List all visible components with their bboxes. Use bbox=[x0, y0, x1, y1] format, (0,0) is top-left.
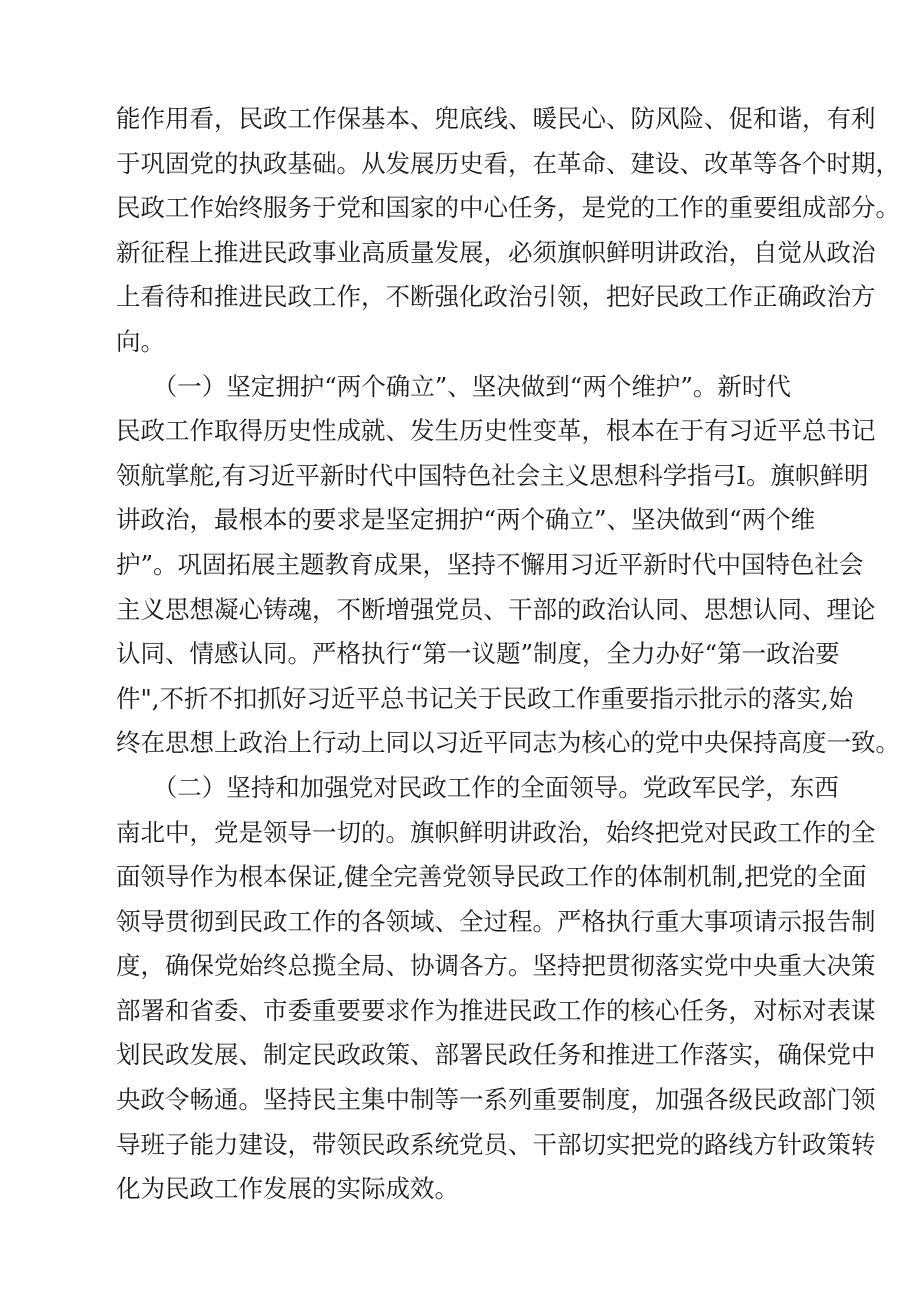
text-line: 度，确保党始终总揽全局、协调各方。坚持把贯彻落实党中央重大决策 bbox=[116, 951, 876, 981]
text-line: 导班子能力建设，带领民政系统党员、干部切实把党的路线方针政策转 bbox=[116, 1129, 876, 1159]
text-line: 讲政治，最根本的要求是坚定拥护“两个确立”、坚决做到“两个维 bbox=[116, 505, 816, 535]
paragraph-1 bbox=[116, 97, 900, 365]
text-line: 划民政发展、制定民政政策、部署民政任务和推进工作落实，确保党中 bbox=[116, 1040, 876, 1070]
paragraph-3 bbox=[116, 766, 876, 1212]
text-line: 能作用看，民政工作保基本、兜底线、暖民心、防风险、促和谐，有利 bbox=[116, 104, 876, 133]
text-line: 于巩固党的执政基础。从发展历史看，在革命、建设、改革等各个时期， bbox=[116, 148, 900, 178]
text-line: 民政工作始终服务于党和国家的中心任务，是党的工作的重要组成部分。 bbox=[116, 193, 900, 223]
text-line: 面领导作为根本保证,健全完善党领导民政工作的体制机制,把党的全面 bbox=[116, 862, 867, 892]
text-line: 件",不折不扣抓好习近平总书记关于民政工作重要指示批示的落实,始 bbox=[116, 683, 854, 713]
text-line: 民政工作取得历史性成就、发生历史性变革，根本在于有习近平总书记 bbox=[116, 416, 876, 446]
text-line: 领导贯彻到民政工作的各领域、全过程。严格执行重大事项请示报告制 bbox=[116, 906, 876, 936]
text-line: 部署和省委、市委重要要求作为推进民政工作的核心任务，对标对表谋 bbox=[116, 995, 876, 1025]
text-line: 认同、情感认同。严格执行“第一议题”制度，全力办好“第一政治要 bbox=[116, 639, 840, 669]
text-line: 主义思想凝心铸魂，不断增强党员、干部的政治认同、思想认同、理论 bbox=[116, 594, 876, 624]
text-line: 护”。巩固拓展主题教育成果，坚持不懈用习近平新时代中国特色社会 bbox=[116, 549, 864, 579]
text-line: （一）坚定拥护“两个确立”、坚决做到“两个维护”。新时代 bbox=[116, 371, 791, 401]
text-line: 上看待和推进民政工作，不断强化政治引领，把好民政工作正确政治方 bbox=[116, 282, 876, 312]
text-line: 向。 bbox=[116, 326, 165, 356]
text-line: 新征程上推进民政事业高质量发展，必须旗帜鲜明讲政治，自觉从政治 bbox=[116, 237, 876, 267]
text-line: 南北中，党是领导一切的。旗帜鲜明讲政治，始终把党对民政工作的全 bbox=[116, 817, 876, 847]
text-line: （二）坚持和加强党对民政工作的全面领导。党政军民学，东西 bbox=[116, 772, 839, 802]
text-line: 央政令畅通。坚持民主集中制等一系列重要制度，加强各级民政部门领 bbox=[116, 1085, 876, 1115]
text-line: 化为民政工作发展的实际成效。 bbox=[116, 1174, 459, 1204]
document-body bbox=[116, 97, 900, 1212]
paragraph-2 bbox=[116, 365, 900, 766]
text-line: 领航掌舵,有习近平新时代中国特色社会主义思想科学指弓I。旗帜鲜明 bbox=[116, 460, 869, 490]
text-line: 终在思想上政治上行动上同以习近平同志为核心的党中央保持高度一致。 bbox=[116, 728, 900, 758]
